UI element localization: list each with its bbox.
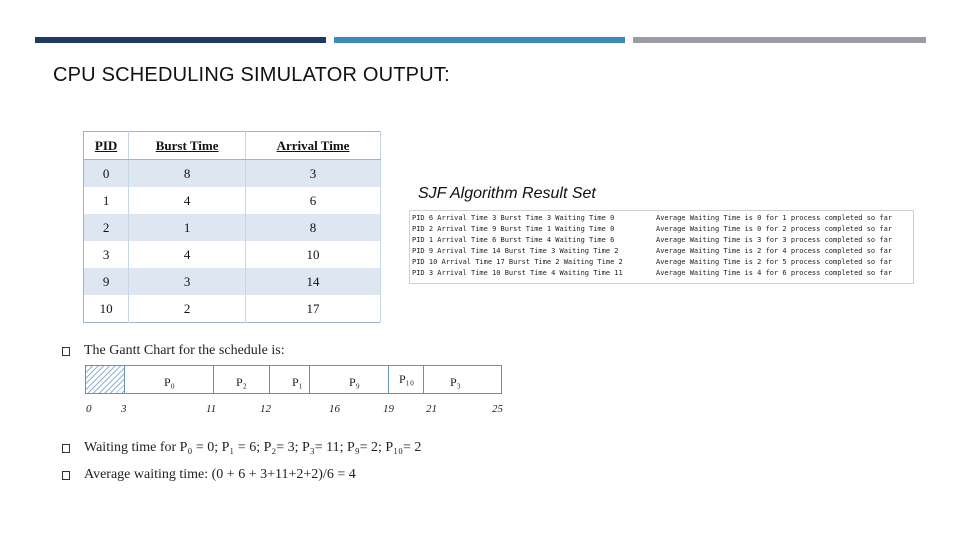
gantt-tick: 12 [260,403,271,415]
cell-arrival: 14 [246,268,381,295]
gantt-block [389,366,424,393]
gantt-block [270,366,310,393]
console-line-left: PID 2 Arrival Time 9 Burst Time 1 Waiting Time 0 [412,225,615,233]
header-bar-blue [334,37,625,43]
header-pid: PID [84,132,129,160]
gantt-tick: 19 [383,403,394,415]
sjf-result-caption: SJF Algorithm Result Set [418,185,596,202]
gantt-block-label: P₁₀ [399,372,415,386]
cell-burst: 8 [129,160,246,188]
gantt-block [214,366,270,393]
console-line-right: Average Waiting Time is 2 for 4 process completed so far [656,247,893,255]
header-bar-gray [633,37,926,43]
header-burst-time: Burst Time [129,132,246,160]
bullet-icon [62,347,70,356]
header-arrival-time: Arrival Time [246,132,381,160]
table-header-row [84,132,381,160]
cell-pid: 2 [84,214,129,241]
header-bar-navy [35,37,326,43]
bullet-icon [62,471,70,480]
cell-arrival: 8 [246,214,381,241]
cell-burst: 4 [129,241,246,268]
cell-burst: 2 [129,295,246,323]
gantt-tick: 3 [121,403,127,415]
cell-arrival: 6 [246,187,381,214]
console-line-right: Average Waiting Time is 0 for 2 process completed so far [656,225,893,233]
cell-pid: 9 [84,268,129,295]
console-line-left: PID 3 Arrival Time 10 Burst Time 4 Waiting Time 11 [412,269,623,277]
gantt-idle-block [86,366,125,393]
cell-arrival: 17 [246,295,381,323]
gantt-block-label: P₉ [349,375,360,389]
console-line-right: Average Waiting Time is 3 for 3 process completed so far [656,236,893,244]
gantt-block-label: P₂ [236,375,247,389]
gantt-chart [85,365,502,394]
waiting-time-text: Waiting time for P₀ = 0; P₁ = 6; P₂= 3; P₃= 11; P₉= 2; P₁₀= 2 [84,440,422,455]
table-row [84,187,381,214]
gantt-block-label: P₀ [164,375,175,389]
gantt-intro-text: The Gantt Chart for the schedule is: [84,343,285,358]
gantt-block [125,366,214,393]
gantt-block [310,366,389,393]
gantt-block-label: P₃ [450,375,461,389]
bullet-icon [62,444,70,453]
console-line-left: PID 9 Arrival Time 14 Burst Time 3 Waiting Time 2 [412,247,619,255]
cell-burst: 4 [129,187,246,214]
process-table [83,131,381,323]
cell-pid: 3 [84,241,129,268]
gantt-tick: 16 [329,403,340,415]
gantt-tick: 0 [86,403,92,415]
average-waiting-text: Average waiting time: (0 + 6 + 3+11+2+2)/6 = 4 [84,467,356,482]
table-row [84,295,381,323]
cell-burst: 1 [129,214,246,241]
table-row [84,241,381,268]
table-row [84,160,381,188]
gantt-tick: 11 [206,403,217,415]
cell-pid: 10 [84,295,129,323]
console-line-right: Average Waiting Time is 4 for 6 process completed so far [656,269,893,277]
gantt-tick: 25 [492,403,503,415]
gantt-block-label: P₁ [292,375,303,389]
console-line-left: PID 10 Arrival Time 17 Burst Time 2 Waiting Time 2 [412,258,623,266]
console-line-left: PID 1 Arrival Time 6 Burst Time 4 Waiting Time 6 [412,236,615,244]
cell-arrival: 10 [246,241,381,268]
cell-arrival: 3 [246,160,381,188]
table-row [84,214,381,241]
console-line-right: Average Waiting Time is 2 for 5 process completed so far [656,258,893,266]
cell-pid: 1 [84,187,129,214]
sjf-console-output [409,210,914,284]
table-row [84,268,381,295]
cell-pid: 0 [84,160,129,188]
page-title: CPU SCHEDULING SIMULATOR OUTPUT: [53,64,450,86]
console-line-left: PID 6 Arrival Time 3 Burst Time 3 Waiting Time 0 [412,214,615,222]
console-line-right: Average Waiting Time is 0 for 1 process completed so far [656,214,893,222]
cell-burst: 3 [129,268,246,295]
gantt-block [424,366,501,393]
gantt-tick: 21 [426,403,437,415]
